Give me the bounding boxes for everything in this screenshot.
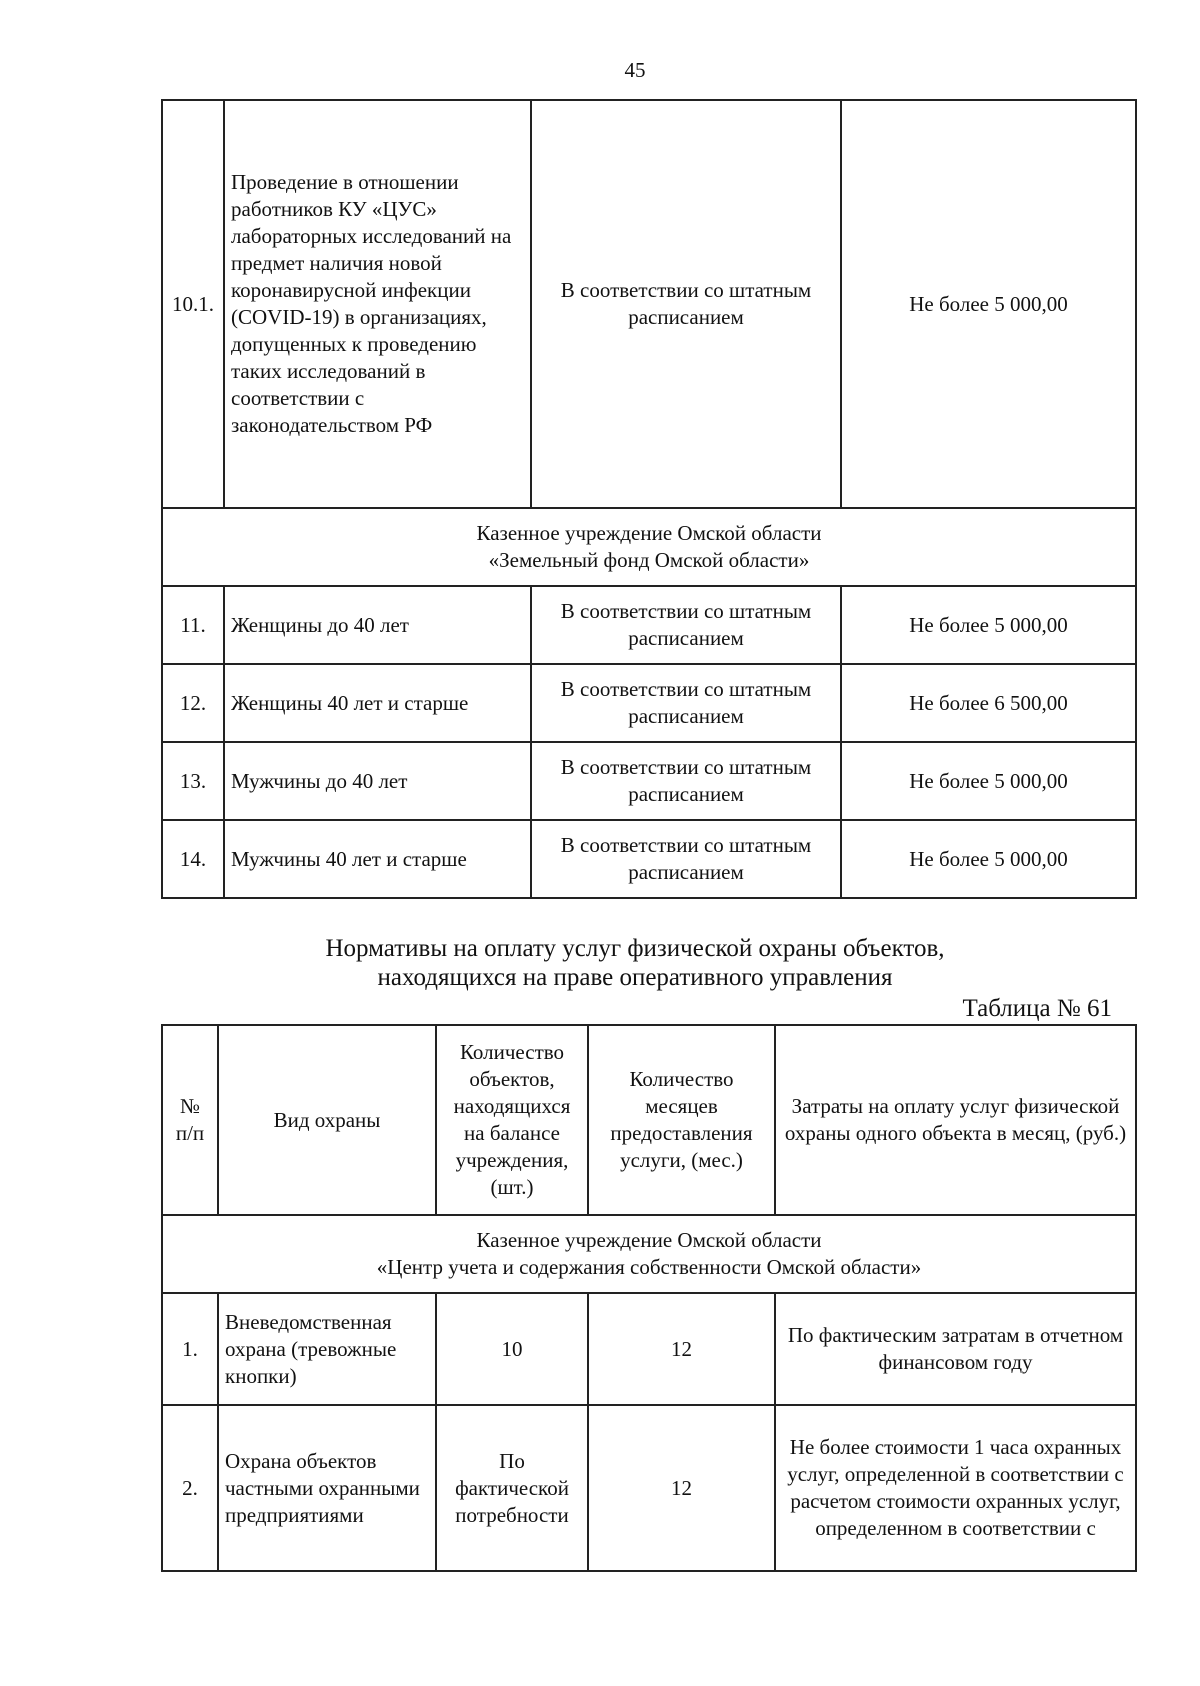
row-basis: В соответствии со штатным расписанием bbox=[531, 742, 841, 820]
org-line-1: Казенное учреждение Омской области bbox=[476, 521, 822, 545]
heading-line-1: Нормативы на оплату услуг физической охраны объектов, bbox=[325, 935, 945, 962]
row-cost: Не более стоимости 1 часа охранных услуг, определенной в соответствии с расчетом стоимости охранных услуг, определенном в соответствии с bbox=[775, 1405, 1136, 1571]
org-line-1: Казенное учреждение Омской области bbox=[476, 1228, 822, 1252]
table-row bbox=[162, 1293, 1136, 1405]
staff-medical-limits-table bbox=[161, 99, 1137, 899]
header-months: Количество месяцев предоставления услуги, (мес.) bbox=[588, 1025, 775, 1215]
page-number: 45 bbox=[624, 58, 646, 82]
row-objects: 10 bbox=[436, 1293, 588, 1405]
row-description: Женщины до 40 лет bbox=[224, 586, 531, 664]
row-limit: Не более 5 000,00 bbox=[841, 100, 1136, 508]
header-type: Вид охраны bbox=[218, 1025, 436, 1215]
row-description: Мужчины до 40 лет bbox=[224, 742, 531, 820]
org-line-2: «Центр учета и содержания собственности Омской области» bbox=[376, 1255, 922, 1279]
row-type: Вневедомственная охрана (тревожные кнопки) bbox=[218, 1293, 436, 1405]
row-number: 12. bbox=[162, 664, 224, 742]
security-costs-table bbox=[161, 1024, 1137, 1572]
row-type: Охрана объектов частными охранными предприятиями bbox=[218, 1405, 436, 1571]
table-row bbox=[162, 742, 1136, 820]
org-line-2: «Земельный фонд Омской области» bbox=[488, 548, 810, 572]
row-basis: В соответствии со штатным расписанием bbox=[531, 664, 841, 742]
row-months: 12 bbox=[588, 1405, 775, 1571]
row-months: 12 bbox=[588, 1293, 775, 1405]
row-basis: В соответствии со штатным расписанием bbox=[531, 820, 841, 898]
row-limit: Не более 5 000,00 bbox=[841, 742, 1136, 820]
row-number: 2. bbox=[162, 1405, 218, 1571]
row-description: Проведение в отношении работников КУ «ЦУС» лабораторных исследований на предмет наличия новой коронавирусной инфекции (COVID-19) в организациях, допущенных к проведению таких исследований в соответствии с законодательством РФ bbox=[224, 100, 531, 508]
org-cell bbox=[162, 508, 1136, 586]
table-row bbox=[162, 586, 1136, 664]
org-cell bbox=[162, 1215, 1136, 1293]
table-row bbox=[162, 1405, 1136, 1571]
row-number: 10.1. bbox=[162, 100, 224, 508]
heading-line-2: находящихся на праве оперативного управления bbox=[377, 964, 893, 991]
header-row bbox=[162, 1025, 1136, 1215]
row-number: 13. bbox=[162, 742, 224, 820]
table-label: Таблица № 61 bbox=[962, 995, 1112, 1022]
row-number: 14. bbox=[162, 820, 224, 898]
row-objects: По фактической потребности bbox=[436, 1405, 588, 1571]
table-row bbox=[162, 820, 1136, 898]
header-cost: Затраты на оплату услуг физической охраны одного объекта в месяц, (руб.) bbox=[775, 1025, 1136, 1215]
row-limit: Не более 5 000,00 bbox=[841, 586, 1136, 664]
table-row bbox=[162, 100, 1136, 508]
row-limit: Не более 5 000,00 bbox=[841, 820, 1136, 898]
header-num: № п/п bbox=[162, 1025, 218, 1215]
org-row bbox=[162, 1215, 1136, 1293]
row-number: 1. bbox=[162, 1293, 218, 1405]
row-basis: В соответствии со штатным расписанием bbox=[531, 586, 841, 664]
section-heading bbox=[0, 934, 1200, 992]
header-objects: Количество объектов, находящихся на балансе учреждения, (шт.) bbox=[436, 1025, 588, 1215]
row-limit: Не более 6 500,00 bbox=[841, 664, 1136, 742]
row-number: 11. bbox=[162, 586, 224, 664]
org-row bbox=[162, 508, 1136, 586]
row-description: Мужчины 40 лет и старше bbox=[224, 820, 531, 898]
row-cost: По фактическим затратам в отчетном финансовом году bbox=[775, 1293, 1136, 1405]
row-basis: В соответствии со штатным расписанием bbox=[531, 100, 841, 508]
table-row bbox=[162, 664, 1136, 742]
row-description: Женщины 40 лет и старше bbox=[224, 664, 531, 742]
